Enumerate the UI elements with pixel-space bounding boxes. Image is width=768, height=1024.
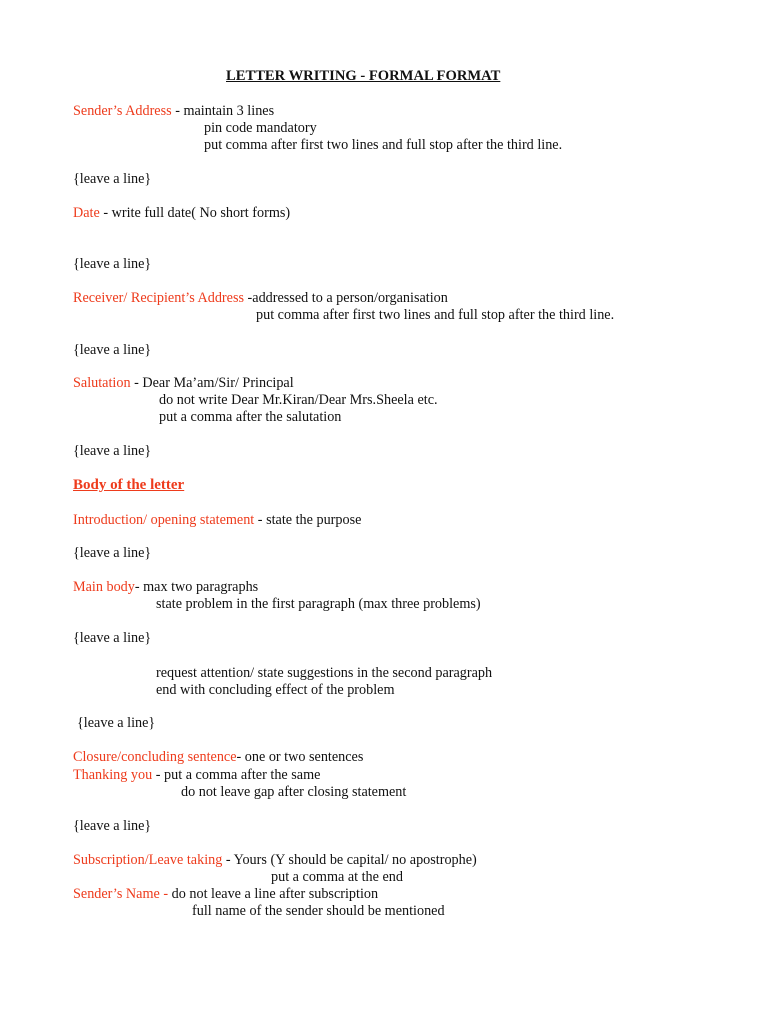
sender-name-text-1: do not leave a line after subscription xyxy=(171,886,379,902)
main-body-text-2: state problem in the first paragraph (max three problems) xyxy=(156,596,481,612)
receiver-address-text-2: put comma after first two lines and full stop after the third line. xyxy=(256,307,615,323)
subscription-text-1: - Yours (Y should be capital/ no apostrophe) xyxy=(222,852,477,868)
main-body-text-1: - max two paragraphs xyxy=(134,579,259,595)
date-text: - write full date( No short forms) xyxy=(99,205,291,221)
introduction-label: Introduction/ opening statement xyxy=(73,512,255,528)
closure-text: - one or two sentences xyxy=(236,749,364,765)
closure-line xyxy=(73,749,363,766)
receiver-address-text-1: -addressed to a person/organisation xyxy=(244,290,448,306)
leave-line-note: {leave a line} xyxy=(73,545,152,561)
salutation-line-1 xyxy=(73,375,294,392)
subscription-text-2: put a comma at the end xyxy=(271,869,403,885)
introduction-line xyxy=(73,512,361,529)
leave-line-note: {leave a line} xyxy=(73,630,152,646)
leave-line-note: {leave a line} xyxy=(73,342,152,358)
sender-address-line-1 xyxy=(73,103,274,120)
sender-address-text-3: put comma after first two lines and full stop after the third line. xyxy=(204,137,563,153)
leave-line-note: {leave a line} xyxy=(77,715,156,731)
closure-label: Closure/concluding sentence xyxy=(73,749,237,765)
thanking-text-1: - put a comma after the same xyxy=(152,767,321,783)
receiver-address-label: Receiver/ Recipient’s Address xyxy=(73,290,244,306)
page-title: LETTER WRITING - FORMAL FORMAT xyxy=(226,68,501,84)
subscription-label: Subscription/Leave taking xyxy=(73,852,223,868)
leave-line-note: {leave a line} xyxy=(73,171,152,187)
sender-address-text-2: pin code mandatory xyxy=(204,120,317,136)
salutation-label: Salutation xyxy=(73,375,131,391)
salutation-text-1: - Dear Ma’am/Sir/ Principal xyxy=(130,375,294,391)
main-body-second-paragraph-1: request attention/ state suggestions in the second paragraph xyxy=(156,665,493,681)
leave-line-note: {leave a line} xyxy=(73,443,152,459)
receiver-address-line-1 xyxy=(73,290,448,307)
sender-address-label: Sender’s Address xyxy=(73,103,172,119)
leave-line-note: {leave a line} xyxy=(73,256,152,272)
leave-line-note: {leave a line} xyxy=(73,818,152,834)
subscription-line-1 xyxy=(73,852,477,869)
salutation-text-2: do not write Dear Mr.Kiran/Dear Mrs.Sheela etc. xyxy=(159,392,438,408)
thanking-line-1 xyxy=(73,767,320,784)
salutation-text-3: put a comma after the salutation xyxy=(159,409,342,425)
thanking-label: Thanking you xyxy=(73,767,153,783)
sender-name-text-2: full name of the sender should be mentioned xyxy=(192,903,445,919)
date-line xyxy=(73,205,290,222)
sender-name-label: Sender’s Name - xyxy=(73,886,172,902)
thanking-text-2: do not leave gap after closing statement xyxy=(181,784,407,800)
main-body-line-1 xyxy=(73,579,258,596)
sender-address-text-1: - maintain 3 lines xyxy=(171,103,275,119)
sender-name-line-1 xyxy=(73,886,378,903)
introduction-text: - state the purpose xyxy=(254,512,362,528)
main-body-second-paragraph-2: end with concluding effect of the problem xyxy=(156,682,395,698)
date-label: Date xyxy=(73,205,100,221)
main-body-label: Main body xyxy=(73,579,135,595)
body-heading: Body of the letter xyxy=(73,477,185,493)
